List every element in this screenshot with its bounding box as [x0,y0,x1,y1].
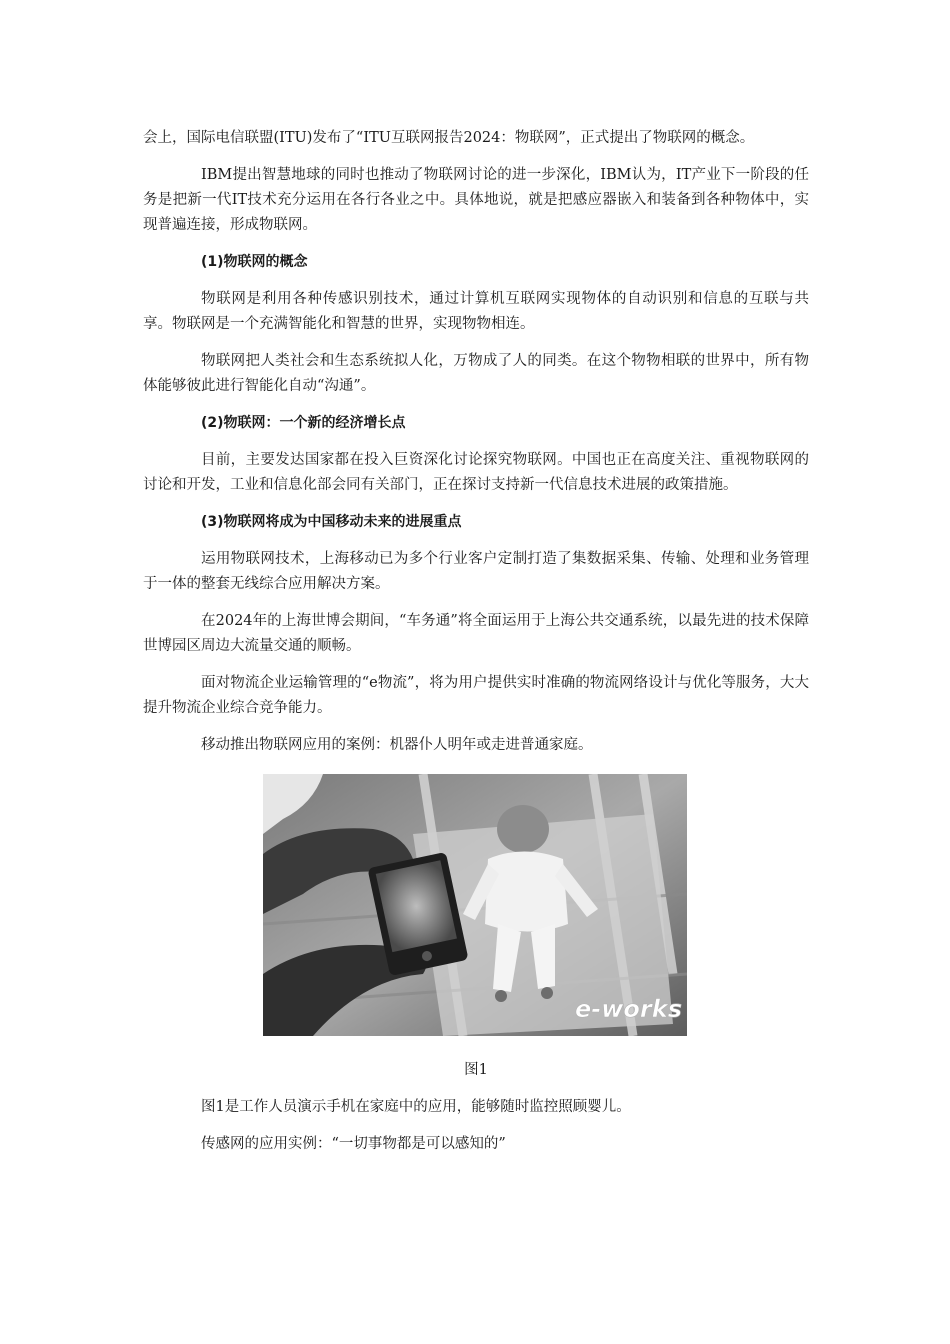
paragraph-countries-research: 目前，主要发达国家都在投入巨资深化讨论探究物联网。中国也正在高度关注、重视物联网的讨论和开发，工业和信息化部会同有关部门，正在探讨支持新一代信息技术进展的政策措施。 [143,452,809,493]
figure-photo [263,774,687,1036]
paragraph-expo: 在2024年的上海世博会期间，“车务通”将全面运用于上海公共交通系统，以最先进的技术保障世博园区周边大流量交通的顺畅。 [143,613,809,654]
paragraph-sensor-network: 传感网的应用实例：“一切事物都是可以感知的” [201,1136,506,1152]
paragraph-e-logistics: 面对物流企业运输管理的“e物流”，将为用户提供实时准确的物流网络设计与优化等服务，大大提升物流企业综合竞争能力。 [143,675,809,716]
paragraph-iot-personification: 物联网把人类社会和生态系统拟人化，万物成了人的同类。在这个物物相联的世界中，所有物体能够彼此进行智能化自动“沟通”。 [143,353,809,394]
heading-iot-concept: (1)物联网的概念 [201,254,308,270]
document-body [143,126,809,1157]
heading-economic-growth: (2)物联网：一个新的经济增长点 [201,415,406,431]
watermark-text: e-works [575,995,682,1023]
paragraph-robot-servant: 移动推出物联网应用的案例：机器仆人明年或走进普通家庭。 [201,737,593,753]
paragraph-figure-desc: 图1是工作人员演示手机在家庭中的应用，能够随时监控照顾婴儿。 [201,1099,631,1115]
figure-caption: 图1 [464,1062,488,1078]
paragraph-itu-report: 会上，国际电信联盟(ITU)发布了“ITU互联网报告2024：物联网”，正式提出了物联网的概念。 [143,130,755,146]
photo-baby-crib-phone-icon [263,774,687,1036]
heading-china-mobile: (3)物联网将成为中国移动未来的进展重点 [201,514,462,530]
paragraph-shanghai-mobile: 运用物联网技术，上海移动已为多个行业客户定制打造了集数据采集、传输、处理和业务管理于一体的整套无线综合应用解决方案。 [143,551,809,592]
paragraph-ibm: IBM提出智慧地球的同时也推动了物联网讨论的进一步深化，IBM认为，IT产业下一阶段的任务是把新一代IT技术充分运用在各行各业之中。具体地说，就是把感应器嵌入和装备到各种物体中，实现普遍连接，形成物联网。 [143,167,809,233]
paragraph-iot-definition: 物联网是利用各种传感识别技术，通过计算机互联网实现物体的自动识别和信息的互联与共享。物联网是一个充满智能化和智慧的世界，实现物物相连。 [143,291,809,332]
